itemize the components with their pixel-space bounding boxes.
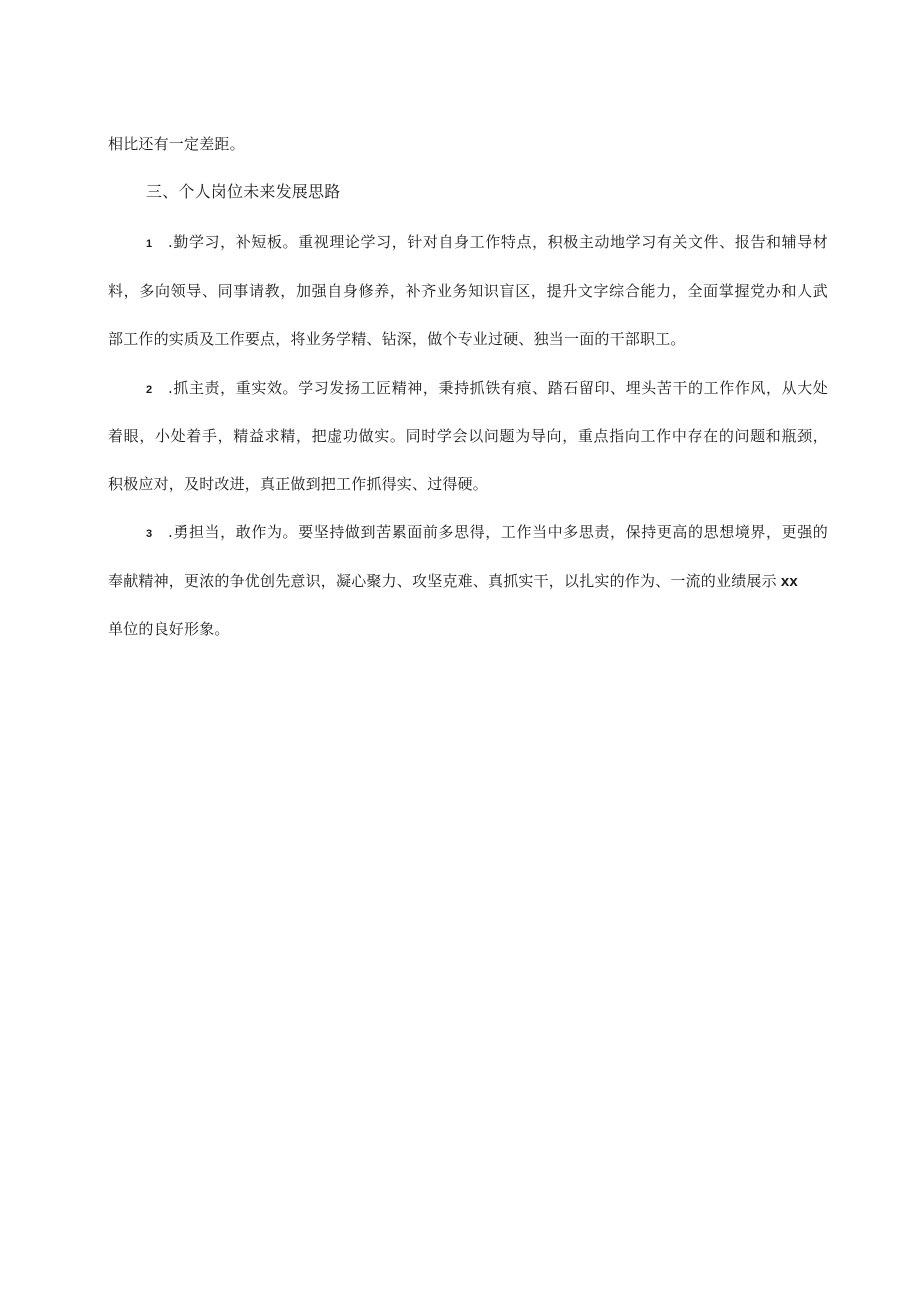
section-heading: 三、个人岗位未来发展思路: [146, 182, 341, 201]
item-3-line-1: [146, 522, 828, 544]
item-1-text-line-1: .勤学习，补短板。重视理论学习，针对自身工作特点，积极主动地学习有关文件、报告和辅导材: [168, 233, 828, 251]
item-1-line-2: 料，多向领导、同事请教，加强自身修养，补齐业务知识盲区，提升文字综合能力，全面掌握党办和人武: [108, 282, 828, 300]
item-3-text-line-1: .勇担当，敢作为。要坚持做到苦累面前多思得，工作当中多思责，保持更高的思想境界，更强的: [168, 523, 828, 541]
item-3-text-line-2: 奉献精神，更浓的争优创先意识，凝心聚力、攻坚克难、真抓实干，以扎实的作为、一流的业绩展示: [108, 572, 777, 590]
item-number: 2: [146, 384, 153, 396]
placeholder-text: xx: [780, 573, 798, 590]
item-number: 1: [146, 238, 153, 250]
carryover-paragraph: 相比还有一定差距。: [108, 135, 245, 153]
item-3-line-2: [108, 571, 828, 592]
item-2-line-2: 着眼，小处着手，精益求精，把虚功做实。同时学会以问题为导向，重点指向工作中存在的问题和瓶颈，: [108, 427, 828, 445]
item-3-line-3: 单位的良好形象。: [108, 620, 230, 638]
item-number: 3: [146, 528, 153, 540]
item-1-line-3: 部工作的实质及工作要点，将业务学精、钻深，做个专业过硬、独当一面的干部职工。: [108, 330, 686, 348]
item-2-line-1: [146, 378, 828, 400]
item-1-line-1: [146, 232, 828, 254]
item-2-line-3: 积极应对，及时改进，真正做到把工作抓得实、过得硬。: [108, 475, 489, 493]
item-2-text-line-1: .抓主责，重实效。学习发扬工匠精神，秉持抓铁有痕、踏石留印、埋头苦干的工作作风，从大处: [168, 379, 828, 397]
